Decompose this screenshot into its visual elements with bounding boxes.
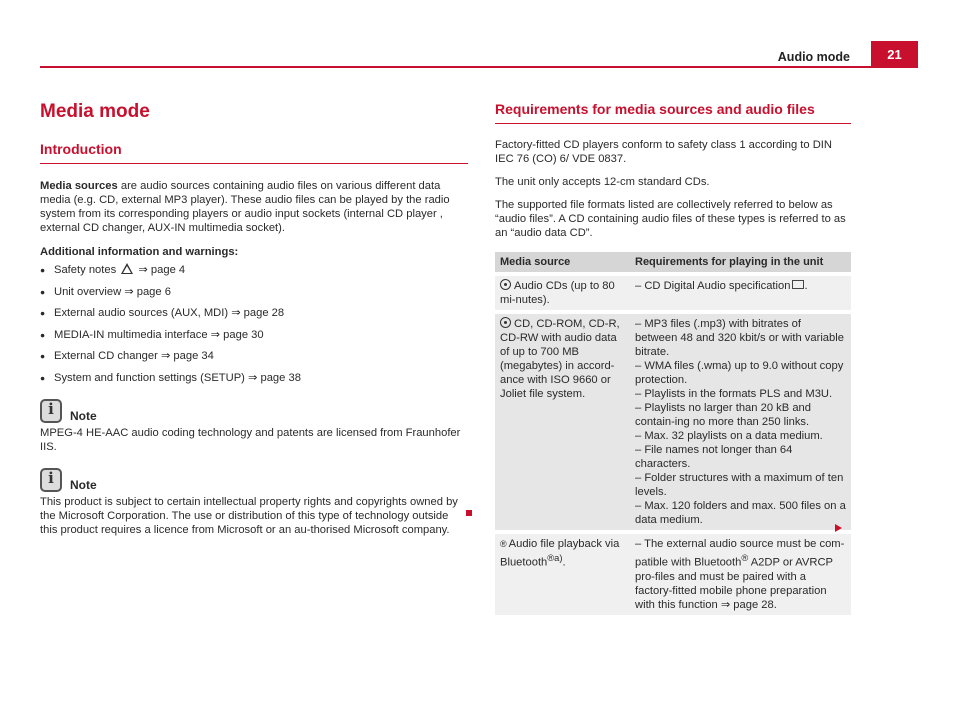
table-cell xyxy=(630,532,851,615)
note-info-icon: i xyxy=(40,468,62,492)
table-row xyxy=(495,312,851,532)
list-item[interactable]: ● External audio sources (AUX, MDI) ⇒ page 28 xyxy=(40,306,468,320)
table-header-row xyxy=(495,252,851,274)
requirement-line: – Max. 120 folders and max. 500 files on a data medium. xyxy=(635,500,846,526)
requirement-line: – Folder structures with a maximum of ten levels. xyxy=(635,472,844,498)
page-link[interactable]: ⇒ page 4 xyxy=(138,264,186,276)
left-column xyxy=(40,96,468,537)
note-title: Note xyxy=(70,408,97,423)
table-cell xyxy=(495,532,630,615)
cd-logo-icon xyxy=(792,280,804,289)
requirement-line: – WMA files (.wma) up to 9.0 without copy protection. xyxy=(635,360,844,386)
note-text: This product is subject to certain intellectual property rights and copyrights owned by the Microsoft Corporation. The use or distribution of this type of technology outside this product requires a licence from Microsoft or an au-thorised Microsoft company. xyxy=(40,495,458,536)
intro-text: are audio sources containing audio files on various different data media (e.g. CD, external MP3 player). These audio files can be played by the radio system from its corresponding players or audio input sockets (internal CD player , external CD changer, AUX-IN multimedia socket). xyxy=(40,180,450,234)
note-block-2 xyxy=(40,470,468,537)
column-header: Requirements for playing in the unit xyxy=(630,252,851,274)
cell-text: . xyxy=(562,556,566,569)
list-item[interactable]: ● External CD changer ⇒ page 34 xyxy=(40,349,468,363)
page-number: 21 xyxy=(871,41,918,68)
table-row xyxy=(495,274,851,312)
note-info-icon: i xyxy=(40,399,62,423)
intro-bold-term: Media sources xyxy=(40,180,118,192)
list-item[interactable]: ● System and function settings (SETUP) ⇒ page 38 xyxy=(40,371,468,385)
note-title: Note xyxy=(70,477,97,492)
reference-list xyxy=(40,263,468,385)
requirement-line: – File names not longer than 64 characters. xyxy=(635,444,793,470)
running-header-title: Audio mode xyxy=(777,50,850,64)
cell-text: CD, CD-ROM, CD-R, CD-RW with audio data of up to 700 MB (megabytes) in accord-ance with ISO 9660 or Joliet file system. xyxy=(500,318,620,400)
registered-mark: ® xyxy=(741,553,749,563)
table-cell: – CD Digital Audio specification . xyxy=(630,274,851,312)
chapter-title: Media mode xyxy=(40,101,150,122)
note-block-1 xyxy=(40,401,468,454)
bluetooth-icon: ® xyxy=(500,539,507,549)
right-column xyxy=(495,96,851,615)
table-row xyxy=(495,532,851,615)
section-title-introduction: Introduction xyxy=(40,141,122,157)
section-title-requirements: Requirements for media sources and audio files xyxy=(495,101,815,117)
requirement-line: – Playlists no larger than 20 kB and contain-ing no more than 250 links. xyxy=(635,402,811,428)
cell-text: Audio file playback via Bluetooth xyxy=(500,538,620,569)
continue-arrow-icon xyxy=(835,524,842,532)
cd-icon xyxy=(500,317,511,328)
cell-text: – The external audio source must be com-patible with Bluetooth xyxy=(635,538,845,569)
additional-info-heading: Additional information and warnings: xyxy=(40,246,239,258)
footnote-mark: ®a) xyxy=(547,553,563,563)
cd-icon xyxy=(500,279,511,290)
list-item[interactable]: ● Unit overview ⇒ page 6 xyxy=(40,285,468,299)
note-text: MPEG-4 HE-AAC audio coding technology and patents are licensed from Fraunhofer IIS. xyxy=(40,426,461,453)
cell-text: Audio CDs (up to 80 mi-nutes). xyxy=(500,280,615,306)
header-rule xyxy=(40,66,918,68)
cell-text: – CD Digital Audio specification xyxy=(635,280,791,292)
list-item-text: Safety notes xyxy=(54,264,117,276)
requirements-table xyxy=(495,252,851,615)
column-header: Media source xyxy=(495,252,630,274)
table-cell xyxy=(495,274,630,312)
requirement-line: – MP3 files (.mp3) with bitrates of between 48 and 320 kbit/s or with variable bitrate. xyxy=(635,318,844,358)
table-cell xyxy=(630,312,851,532)
paragraph-standard-cds: The unit only accepts 12-cm standard CDs. xyxy=(495,176,710,188)
warning-triangle-icon xyxy=(121,263,133,274)
section-end-icon xyxy=(466,510,472,516)
section-rule xyxy=(40,163,468,164)
intro-paragraph xyxy=(40,179,468,235)
paragraph-audio-files: The supported file formats listed are collectively referred to below as “audio files”. A CD containing audio files of these types is referred to as an “audio data CD”. xyxy=(495,199,846,239)
requirement-line: – Playlists in the formats PLS and M3U. xyxy=(635,388,833,400)
section-rule xyxy=(495,123,851,124)
list-item[interactable]: ● MEDIA-IN multimedia interface ⇒ page 30 xyxy=(40,328,468,342)
paragraph-safety-class: Factory-fitted CD players conform to safety class 1 according to DIN IEC 76 (CO) 6/ VDE 0837. xyxy=(495,139,832,165)
requirement-line: – Max. 32 playlists on a data medium. xyxy=(635,430,823,442)
list-item xyxy=(40,263,468,277)
cell-text: A2DP or AVRCP pro-files and must be paired with a factory-fitted mobile phone preparation with this function ⇒ page 28. xyxy=(635,556,833,611)
table-cell xyxy=(495,312,630,532)
